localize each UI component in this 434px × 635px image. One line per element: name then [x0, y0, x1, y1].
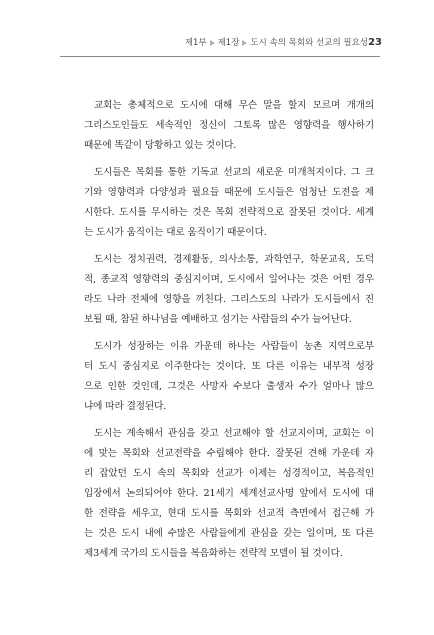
text-line: 교회는 총체적으로 도시에 대해 무슨 말을 할지 모르며 개개의: [94, 100, 374, 111]
text-line: 냐에 따라 결정된다.: [84, 401, 167, 412]
text-line: 도시들은 목회를 통한 기독교 선교의 새로운 미개척지이다. 그 크: [94, 167, 374, 178]
text-line: 에 맞는 목회와 선교전략을 수립해야 한다. 잘못된 견해 가운데 자: [84, 448, 374, 459]
paragraph: [84, 163, 374, 243]
header-title: 도시 속의 목회와 선교의 필요성: [250, 38, 368, 48]
text-line: 입장에서 논의되어야 한다. 21세기 세계선교사명 앞에서 도시에 대: [84, 488, 374, 499]
text-line: 도시가 성장하는 이유 가운데 하나는 사람들이 농촌 지역으로부: [94, 341, 374, 352]
triangle-separator-icon: [242, 40, 247, 46]
text-line: 그리스도인들도 세속적인 정신이 그토록 많은 영향력을 행사하기: [84, 120, 374, 131]
triangle-separator-icon: [210, 40, 215, 46]
text-line: 때문에 똑같이 당황하고 있는 것이다.: [84, 140, 237, 151]
header-rule: [60, 56, 380, 57]
header-part: 제1부: [184, 38, 207, 48]
header-breadcrumb: [185, 36, 368, 50]
text-line: 리 잡았던 도시 속의 목회와 선교가 이제는 성경적이고, 복음적인: [84, 468, 374, 479]
text-line: 시한다. 도시를 무시하는 것은 목회 전략적으로 잘못된 것이다. 세계: [84, 207, 374, 218]
text-line: 제3세계 국가의 도시들을 복음화하는 전략적 모델이 될 것이다.: [84, 548, 343, 559]
text-line: 보될 때, 참된 하나님을 예배하고 섬기는 사람들의 수가 늘어난다.: [84, 314, 352, 325]
paragraph: [84, 424, 374, 564]
paragraph: [84, 250, 374, 330]
paragraph: [84, 96, 374, 156]
text-line: 도시는 계속해서 관심을 갖고 선교해야 할 선교지이며, 교회는 이: [94, 428, 374, 439]
text-line: 터 도시 중심지로 이주한다는 것이다. 또 다른 이유는 내부적 성장: [84, 361, 374, 372]
header-chapter: 제1장: [217, 38, 240, 48]
text-line: 한 전략을 세우고, 현대 도시를 목회와 선교적 측면에서 접근해 가: [84, 508, 374, 519]
text-line: 는 것은 도시 내에 수많은 사람들에게 관심을 갖는 일이며, 또 다른: [84, 528, 374, 539]
text-line: 으로 인한 것인데, 그것은 사망자 수보다 출생자 수가 얼마나 많으: [84, 381, 374, 392]
body-text: [84, 96, 374, 571]
text-line: 라도 나라 전체에 영향을 끼친다. 그리스도의 나라가 도시들에서 진: [84, 294, 374, 305]
text-line: 적, 종교적 영향력의 중심지이며, 도시에서 일어나는 것은 어떤 경우: [84, 274, 374, 285]
page-number: 23: [368, 37, 382, 48]
text-line: 기와 영향력과 다양성과 필요들 때문에 도시들은 엄청난 도전을 제: [84, 187, 374, 198]
text-line: 는 도시가 움직이는 대로 움직이기 때문이다.: [84, 227, 267, 238]
paragraph: [84, 337, 374, 417]
running-header: [0, 36, 434, 52]
text-line: 도시는 정치권력, 경제활동, 의사소통, 과학연구, 학문교육, 도덕: [94, 254, 374, 265]
